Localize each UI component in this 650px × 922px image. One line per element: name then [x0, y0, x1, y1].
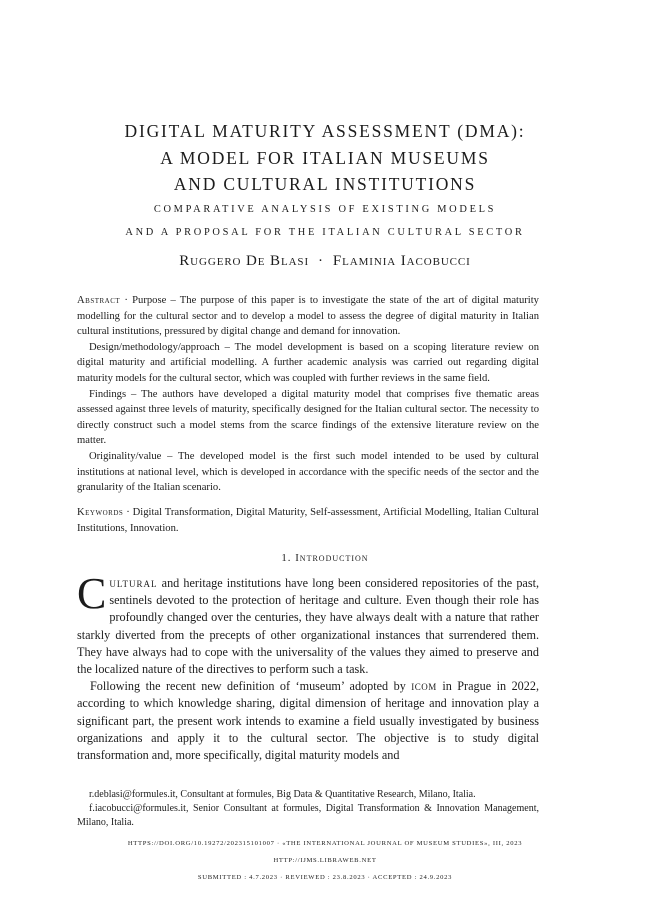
paper-subtitle — [0, 199, 650, 244]
abstract-purpose — [77, 293, 539, 340]
abstract-findings: Findings – The authors have developed a digital maturity model that comprises five thematic areas assessed against three levels of maturity, specifically designed for the Italian cultural sector. The necessity to directly construct such a model stems from the scarce findings of the extensive literature review on the matter. — [77, 388, 539, 447]
body-text — [77, 569, 540, 764]
body-paragraph — [77, 569, 540, 678]
keywords-text: Digital Transformation, Digital Maturity, Self-assessment, Artificial Modelling, Italian Cultural Institutions, Innovation. — [77, 507, 539, 534]
footnote: f.iacobucci@formules.it, Senior Consultant at formules, Digital Transformation & Innovation Management, Milano, Italia. — [77, 803, 539, 828]
subtitle-line-2: AND A PROPOSAL FOR THE ITALIAN CULTURAL SECTOR — [125, 226, 525, 238]
abstract-purpose-text: Purpose – The purpose of this paper is to investigate the state of the art of digital maturity modelling for the cultural sector and to develop a model to assess the degree of digital maturity in Italian cultural institutions, pressured by digital change and demand for innovation. — [77, 295, 539, 338]
author-name: Ruggero De Blasi — [179, 253, 310, 269]
abstract-label: Abstract — [77, 295, 121, 306]
abstract — [77, 293, 539, 496]
paragraph-text: in Prague in 2022, according to which knowledge sharing, digital dimension of heritage and innovation play a significant part, the present work intends to examine a field usually investigated by business organizations and apply it to the cultural sector. The objective is to study digital transformation and, more specifically, digital maturity models and — [77, 679, 540, 763]
icom-abbreviation: icom — [411, 679, 437, 694]
title-line-3: AND CULTURAL INSTITUTIONS — [173, 174, 477, 194]
footer-dates-line: SUBMITTED : 4.7.2023 · REVIEWED : 23.8.2023 · ACCEPTED : 24.9.2023 — [197, 874, 453, 881]
subtitle-line-1: COMPARATIVE ANALYSIS OF EXISTING MODELS — [153, 204, 497, 215]
keywords — [77, 505, 539, 536]
paper-title — [0, 118, 650, 198]
title-line-2: A MODEL FOR ITALIAN MUSEUMS — [160, 147, 490, 168]
paragraph-text: and heritage institutions have long been considered repositories of the past, sentinels devoted to the protection of heritage and culture. Even though their role has profoundly changed over the centuries, they have always dealt with a nature that rather starkly diverted from the precepts of other organizational instances that surrendered them. They have always had to cope with the universality of the values they aimed to preserve and the localized nature of the directives to perform such a task. — [77, 576, 540, 677]
footer-url-line: HTTP://IJMS.LIBRAWEB.NET — [273, 857, 377, 864]
paragraph-text: Following the recent new definition of ‘museum’ adopted by — [90, 679, 406, 694]
keywords-label: Keywords — [77, 507, 124, 518]
footer-doi-line: HTTPS://DOI.ORG/10.19272/202315101007 · «THE INTERNATIONAL JOURNAL OF MUSEUM STUDIES», III, 2023 — [127, 840, 523, 847]
footnotes — [77, 788, 539, 830]
drop-cap: C — [77, 569, 107, 618]
abstract-separator: · — [124, 295, 128, 306]
title-line-1: DIGITAL MATURITY ASSESSMENT (DMA): — [124, 121, 526, 141]
section-heading: 1. Introduction — [281, 552, 369, 564]
footnote: r.deblasi@formules.it, Consultant at formules, Big Data & Quantitative Research, Milano, Italia. — [89, 789, 476, 800]
abstract-design: Design/methodology/approach – The model development is based on a scoping literature review on digital maturity and artificial modelling. A further academic analysis was carried out regarding digital maturity models for the cultural sector, which was coupled with further reviews in the same field. — [77, 341, 539, 384]
author-list — [0, 253, 650, 270]
lead-word: ultural — [109, 576, 158, 590]
keywords-separator: · — [126, 507, 130, 518]
body-paragraph — [77, 678, 539, 764]
abstract-originality: Originality/value – The developed model is the first such model intended to be used by cultural institutions at national level, which is developed in accordance with the specific needs of the sector and the granularity of the Italian scenario. — [77, 450, 539, 494]
author-name: Flaminia Iacobucci — [332, 253, 471, 269]
author-separator: · — [318, 253, 324, 269]
